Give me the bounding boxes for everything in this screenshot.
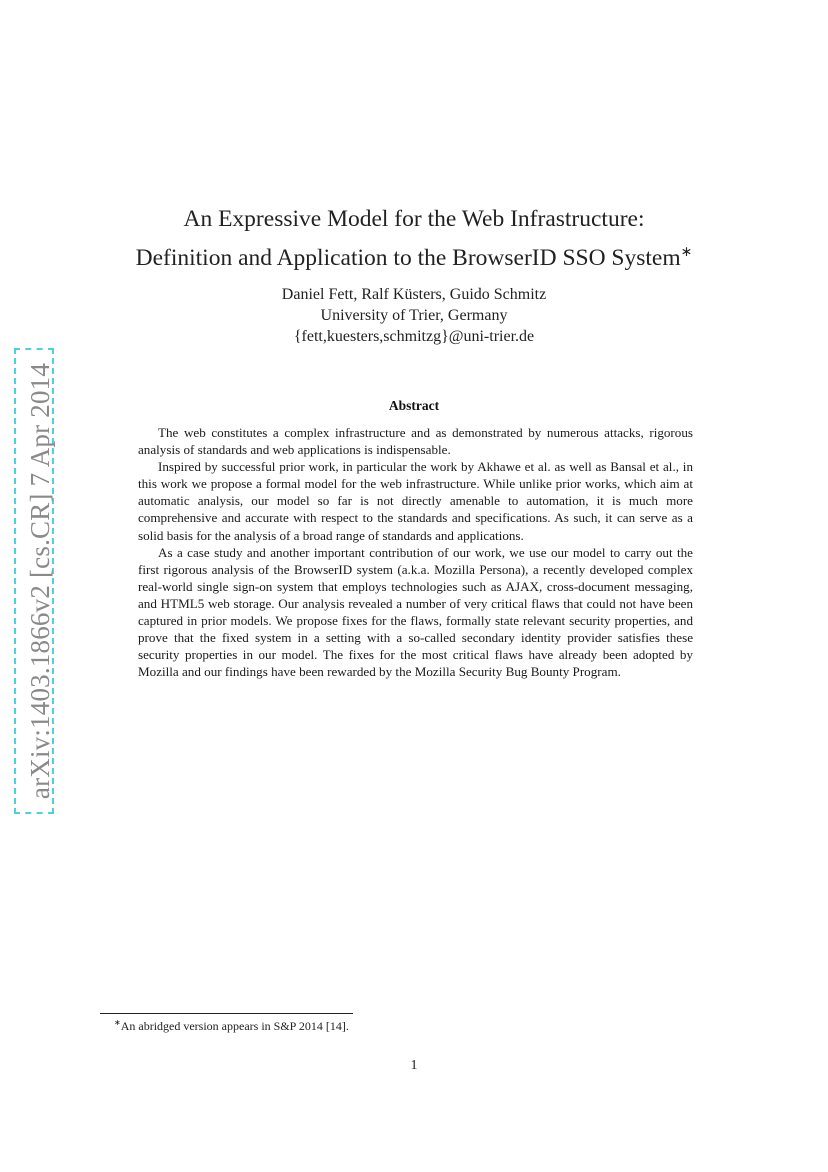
abstract-paragraph: The web constitutes a complex infrastructure and as demonstrated by numerous attacks, rigorous analysis of standards and web applications is indispensable.: [138, 425, 693, 458]
author-names: Daniel Fett, Ralf Küsters, Guido Schmitz: [281, 286, 547, 303]
title-line-2: Definition and Application to the BrowserID SSO System∗: [135, 244, 693, 271]
footnote: [114, 1018, 349, 1034]
abstract-body: [138, 424, 693, 680]
footnote-mark: ∗: [114, 1018, 121, 1027]
title-line-1: An Expressive Model for the Web Infrastructure:: [183, 206, 645, 232]
arxiv-identifier: arXiv:1403.1866v2 [cs.CR] 7 Apr 2014: [25, 362, 55, 800]
title-footnote-mark: ∗: [680, 245, 693, 260]
abstract-paragraph: As a case study and another important contribution of our work, we use our model to carry out the first rigorous analysis of the BrowserID system (a.k.a. Mozilla Persona), a recently developed complex real-world single sign-on system that employs technologies such as AJAX, cross-document messaging, and HTML5 web storage. Our analysis revealed a number of very critical flaws that could not have been captured in prior models. We propose fixes for the flaws, formally state relevant security properties, and prove that the fixed system in a setting with a so-called secondary identity provider satisfies these security properties in our model. The fixes for the most critical flaws have already been adopted by Mozilla and our findings have been rewarded by the Mozilla Security Bug Bounty Program.: [138, 544, 693, 680]
footnote-rule: [100, 1013, 353, 1014]
paper-title: [100, 202, 728, 275]
abstract-heading: Abstract: [388, 398, 440, 413]
author-block: [100, 284, 728, 347]
affiliation: University of Trier, Germany: [320, 307, 508, 324]
footnote-text: An abridged version appears in S&P 2014 [14].: [120, 1019, 349, 1033]
author-email: {fett,kuesters,schmitzg}@uni-trier.de: [293, 328, 535, 345]
abstract-paragraph: Inspired by successful prior work, in particular the work by Akhawe et al. as well as Bansal et al., in this work we propose a formal model for the web infrastructure. While unlike prior works, which aim at automatic analysis, our model so far is not directly amenable to automation, it is much more comprehensive and accurate with respect to the standards and specifications. As such, it can serve as a solid basis for the analysis of a broad range of standards and applications.: [138, 459, 693, 543]
page-number: 1: [410, 1058, 418, 1073]
